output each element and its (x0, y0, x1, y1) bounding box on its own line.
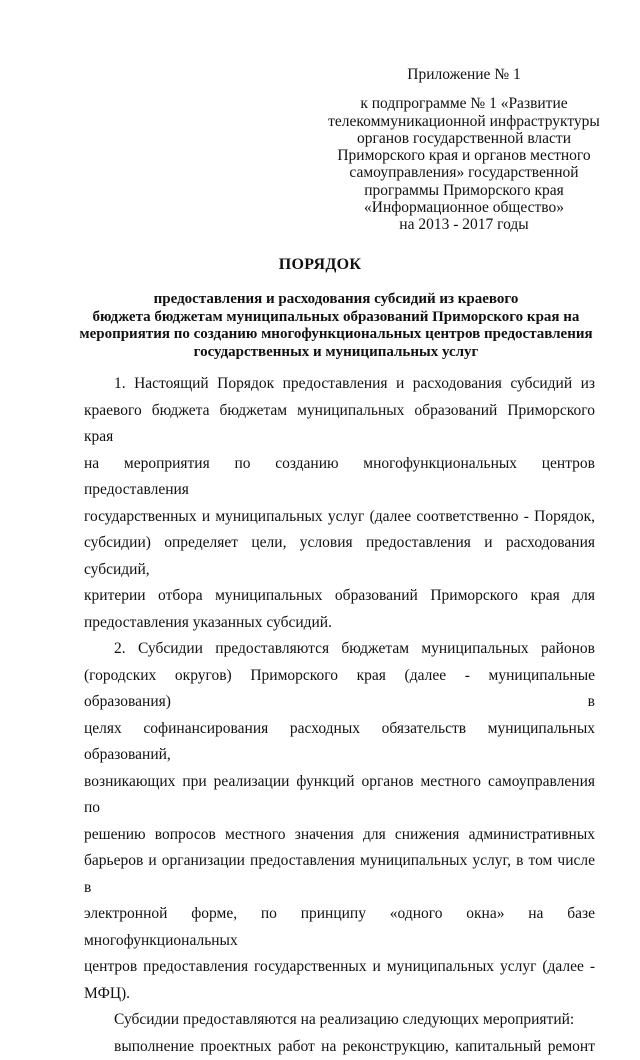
body-line: барьеров и организации предоставления муниципальных услуг, в том числе в (84, 848, 595, 901)
body-line: 2. Субсидии предоставляются бюджетам муниципальных районов (84, 636, 595, 663)
body-paragraph (84, 636, 595, 1007)
body-line: 1. Настоящий Порядок предоставления и расходования субсидий из (84, 371, 595, 398)
appendix-line: органов государственной власти (312, 130, 616, 147)
appendix-line: «Информационное общество» (312, 199, 616, 216)
subtitle-line: государственных и муниципальных услуг (60, 344, 612, 362)
body-line: предоставления указанных субсидий. (84, 610, 595, 637)
appendix-line: на 2013 - 2017 годы (312, 216, 616, 233)
body-line: возникающих при реализации функций органов местного самоуправления по (84, 769, 595, 822)
body-paragraph (84, 1007, 595, 1034)
body-line: выполнение проектных работ на реконструкцию, капитальный ремонт (84, 1034, 595, 1060)
appendix-line: Приморского края и органов местного (312, 147, 616, 164)
body-line: МФЦ). (84, 981, 595, 1008)
subtitle-line: предоставления и расходования субсидий из краевого (60, 291, 612, 309)
document-title: ПОРЯДОК (0, 256, 640, 274)
appendix-line: программы Приморского края (312, 182, 616, 199)
body-line: на мероприятия по созданию многофункциональных центров предоставления (84, 451, 595, 504)
body-line: субсидии) определяет цели, условия предоставления и расходования субсидий, (84, 530, 595, 583)
body-paragraph (84, 1034, 595, 1060)
appendix-title: Приложение № 1 (312, 66, 616, 83)
body-line: Субсидии предоставляются на реализацию следующих мероприятий: (84, 1007, 595, 1034)
appendix-block (312, 66, 616, 234)
appendix-line: самоуправления» государственной (312, 164, 616, 181)
subtitle-line: бюджета бюджетам муниципальных образований Приморского края на (60, 309, 612, 327)
body-line: (городских округов) Приморского края (далее - муниципальные образования) в (84, 663, 595, 716)
body-line: центров предоставления государственных и муниципальных услуг (далее - (84, 954, 595, 981)
document-subtitle (60, 291, 612, 361)
body-paragraph (84, 371, 595, 636)
body-line: критерии отбора муниципальных образований Приморского края для (84, 583, 595, 610)
body-line: решению вопросов местного значения для снижения административных (84, 822, 595, 849)
body-line: краевого бюджета бюджетам муниципальных образований Приморского края (84, 398, 595, 451)
subtitle-line: мероприятия по созданию многофункциональных центров предоставления (60, 326, 612, 344)
document-body (84, 371, 595, 1060)
body-line: электронной форме, по принципу «одного окна» на базе многофункциональных (84, 901, 595, 954)
appendix-line: к подпрограмме № 1 «Развитие (312, 95, 616, 112)
body-line: государственных и муниципальных услуг (далее соответственно - Порядок, (84, 504, 595, 531)
appendix-line: телекоммуникационной инфраструктуры (312, 113, 616, 130)
body-line: целях софинансирования расходных обязательств муниципальных образований, (84, 716, 595, 769)
